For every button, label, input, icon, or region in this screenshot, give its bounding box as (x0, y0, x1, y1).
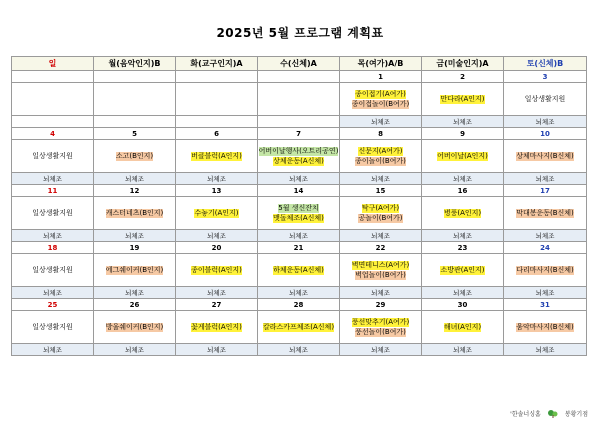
date-cell: 27 (176, 299, 258, 311)
header-wed: 수(신체)A (258, 57, 340, 71)
date-cell: 21 (258, 242, 340, 254)
activity-row (12, 197, 587, 230)
activity-cell (94, 254, 176, 287)
activity-cell (94, 83, 176, 116)
program-activity: 일상생활지원 (32, 322, 73, 331)
program-activity: 칼라스카프체조(A신체) (262, 322, 335, 331)
activity-cell (12, 254, 94, 287)
program-calendar (11, 56, 587, 356)
brain-exercise-cell: 뇌체조 (12, 173, 94, 185)
brain-exercise-cell: 뇌체조 (340, 173, 422, 185)
date-cell: 14 (258, 185, 340, 197)
brain-exercise-cell: 뇌체조 (258, 287, 340, 299)
activity-cell (12, 83, 94, 116)
program-activity: 일상생활지원 (32, 208, 73, 217)
program-activity: 신문지(A여가) (358, 146, 403, 155)
date-cell: 29 (340, 299, 422, 311)
program-activity: 종이접놀이(B여가) (351, 99, 410, 108)
program-activity: 소방관(A인지) (440, 265, 485, 274)
tree-logo-icon (547, 410, 559, 418)
activity-row (12, 140, 587, 173)
activity-cell (504, 83, 587, 116)
activity-cell (176, 83, 258, 116)
program-activity: 종이접기(A여가) (355, 89, 406, 98)
activity-cell (258, 197, 340, 230)
activity-cell (94, 311, 176, 344)
activity-cell (258, 140, 340, 173)
brain-exercise-cell: 뇌체조 (176, 344, 258, 356)
program-activity: 버클블럭(A인지) (191, 151, 242, 160)
program-activity: 상체마사지(B신체) (516, 151, 574, 160)
program-activity: 꽃게블럭(A인지) (191, 322, 242, 331)
date-cell: 18 (12, 242, 94, 254)
activity-cell (176, 311, 258, 344)
empty-cell (258, 116, 340, 128)
activity-cell (340, 311, 422, 344)
date-cell: 26 (94, 299, 176, 311)
program-activity: 상체운동(A신체) (273, 156, 324, 165)
activity-cell (422, 83, 504, 116)
activity-cell (340, 254, 422, 287)
date-cell: 24 (504, 242, 587, 254)
brain-exercise-cell: 뇌체조 (176, 287, 258, 299)
header-fri: 금(미술인지)A (422, 57, 504, 71)
brain-exercise-cell: 뇌체조 (340, 344, 422, 356)
activity-cell (12, 140, 94, 173)
activity-cell (504, 197, 587, 230)
brain-exercise-cell: 뇌체조 (176, 173, 258, 185)
brain-exercise-cell: 뇌체조 (340, 287, 422, 299)
brain-exercise-cell: 뇌체조 (12, 287, 94, 299)
program-activity: 풍선맞추기(A여가) (351, 317, 410, 326)
brain-exercise-cell: 뇌체조 (340, 230, 422, 242)
exercise-row (12, 287, 587, 299)
activity-cell (94, 197, 176, 230)
activity-cell (258, 83, 340, 116)
exercise-row (12, 173, 587, 185)
brain-exercise-cell: 뇌체조 (504, 173, 587, 185)
program-activity: 탁구(A여가) (361, 203, 400, 212)
activity-cell (504, 311, 587, 344)
header-sat: 토(신체)B (504, 57, 587, 71)
date-cell: 1 (340, 71, 422, 83)
header-mon: 월(음악인지)B (94, 57, 176, 71)
activity-row (12, 254, 587, 287)
brain-exercise-cell: 뇌체조 (176, 230, 258, 242)
date-cell: 2 (422, 71, 504, 83)
activity-cell (504, 140, 587, 173)
activity-cell (422, 140, 504, 173)
program-activity: 일상생활지원 (32, 265, 73, 274)
date-cell (176, 71, 258, 83)
date-cell: 15 (340, 185, 422, 197)
brain-exercise-cell: 뇌체조 (504, 344, 587, 356)
activity-cell (340, 197, 422, 230)
date-cell: 8 (340, 128, 422, 140)
brain-exercise-cell: 뇌체조 (94, 173, 176, 185)
calendar-body (12, 71, 587, 356)
program-activity: 소고(B인지) (115, 151, 154, 160)
program-activity: 병풍(A인지) (443, 208, 482, 217)
exercise-row (12, 230, 587, 242)
date-cell: 5 (94, 128, 176, 140)
date-cell: 11 (12, 185, 94, 197)
brain-exercise-cell: 뇌체조 (340, 116, 422, 128)
date-row (12, 299, 587, 311)
program-activity: 일상생활지원 (32, 151, 73, 160)
program-activity: 벽면테니스(A여가) (351, 260, 410, 269)
date-cell: 9 (422, 128, 504, 140)
activity-cell (176, 140, 258, 173)
program-activity: 어버이날행사(오트리공연) (258, 146, 339, 155)
brain-exercise-cell: 뇌체조 (12, 230, 94, 242)
program-activity: 일상생활지원 (524, 94, 566, 103)
activity-cell (340, 140, 422, 173)
brain-exercise-cell: 뇌체조 (504, 116, 587, 128)
date-cell (12, 71, 94, 83)
program-activity: 풍선놀이(B여가) (355, 327, 406, 336)
date-cell: 25 (12, 299, 94, 311)
program-activity: 만다라(A인지) (440, 94, 485, 103)
date-cell: 3 (504, 71, 587, 83)
brain-exercise-cell: 뇌체조 (12, 344, 94, 356)
activity-cell (340, 83, 422, 116)
activity-cell (422, 311, 504, 344)
activity-cell (422, 254, 504, 287)
header-tue: 화(교구인지)A (176, 57, 258, 71)
date-row (12, 128, 587, 140)
program-activity: 어버이날(A인지) (437, 151, 488, 160)
program-activity: 해녀(A인지) (443, 322, 482, 331)
activity-cell (12, 311, 94, 344)
brain-exercise-cell: 뇌체조 (422, 116, 504, 128)
exercise-row (12, 116, 587, 128)
footer-right: 봉황기점 (564, 411, 588, 418)
brain-exercise-cell: 뇌체조 (422, 173, 504, 185)
date-row (12, 242, 587, 254)
activity-row (12, 311, 587, 344)
date-row (12, 71, 587, 83)
date-cell: 16 (422, 185, 504, 197)
program-activity: 종이놀이(B여가) (355, 156, 406, 165)
activity-cell (94, 140, 176, 173)
weekday-header-row (12, 57, 587, 71)
date-cell (94, 71, 176, 83)
date-cell (258, 71, 340, 83)
exercise-row (12, 344, 587, 356)
date-cell: 19 (94, 242, 176, 254)
program-activity: 방울쉐이커(B인지) (105, 322, 164, 331)
date-cell: 30 (422, 299, 504, 311)
empty-cell (176, 116, 258, 128)
empty-cell (12, 116, 94, 128)
date-cell: 7 (258, 128, 340, 140)
program-activity: 공놀이(B여가) (358, 213, 403, 222)
footer (510, 409, 588, 418)
activity-row (12, 83, 587, 116)
empty-cell (94, 116, 176, 128)
header-thu: 목(여가)A/B (340, 57, 422, 71)
brain-exercise-cell: 뇌체조 (422, 344, 504, 356)
date-cell: 28 (258, 299, 340, 311)
footer-left: '한솔너싱홈 (510, 411, 541, 418)
brain-exercise-cell: 뇌체조 (258, 344, 340, 356)
date-cell: 6 (176, 128, 258, 140)
activity-cell (12, 197, 94, 230)
program-activity: 다리마사지(B신체) (516, 265, 574, 274)
brain-exercise-cell: 뇌체조 (258, 173, 340, 185)
date-cell: 20 (176, 242, 258, 254)
activity-cell (258, 311, 340, 344)
date-cell: 17 (504, 185, 587, 197)
program-activity: 수놓기(A인지) (194, 208, 239, 217)
brain-exercise-cell: 뇌체조 (94, 344, 176, 356)
date-cell: 23 (422, 242, 504, 254)
header-sun: 일 (12, 57, 94, 71)
brain-exercise-cell: 뇌체조 (422, 287, 504, 299)
activity-cell (176, 254, 258, 287)
program-activity: 하체운동(A신체) (273, 265, 324, 274)
program-activity: 맷돌체조(A신체) (273, 213, 324, 222)
activity-cell (176, 197, 258, 230)
program-activity: 움악마사지(B신체) (516, 322, 574, 331)
program-activity: 벽업놀이(B여가) (355, 270, 406, 279)
date-cell: 31 (504, 299, 587, 311)
brain-exercise-cell: 뇌체조 (504, 230, 587, 242)
brain-exercise-cell: 뇌체조 (94, 287, 176, 299)
date-cell: 12 (94, 185, 176, 197)
activity-cell (504, 254, 587, 287)
date-cell: 10 (504, 128, 587, 140)
date-cell: 4 (12, 128, 94, 140)
program-activity: 막대봉운동(B신체) (516, 208, 574, 217)
activity-cell (422, 197, 504, 230)
date-cell: 22 (340, 242, 422, 254)
program-activity: 종이블럭(A인지) (191, 265, 242, 274)
brain-exercise-cell: 뇌체조 (94, 230, 176, 242)
brain-exercise-cell: 뇌체조 (422, 230, 504, 242)
brain-exercise-cell: 뇌체조 (504, 287, 587, 299)
program-activity: 5월 생신잔치 (278, 203, 319, 212)
brain-exercise-cell: 뇌체조 (258, 230, 340, 242)
program-activity: 에그쉐이커(B인지) (105, 265, 164, 274)
date-cell: 13 (176, 185, 258, 197)
page-title: 2025년 5월 프로그램 계획표 (216, 26, 384, 40)
program-activity: 캐스터네츠(B인지) (105, 208, 164, 217)
activity-cell (258, 254, 340, 287)
date-row (12, 185, 587, 197)
